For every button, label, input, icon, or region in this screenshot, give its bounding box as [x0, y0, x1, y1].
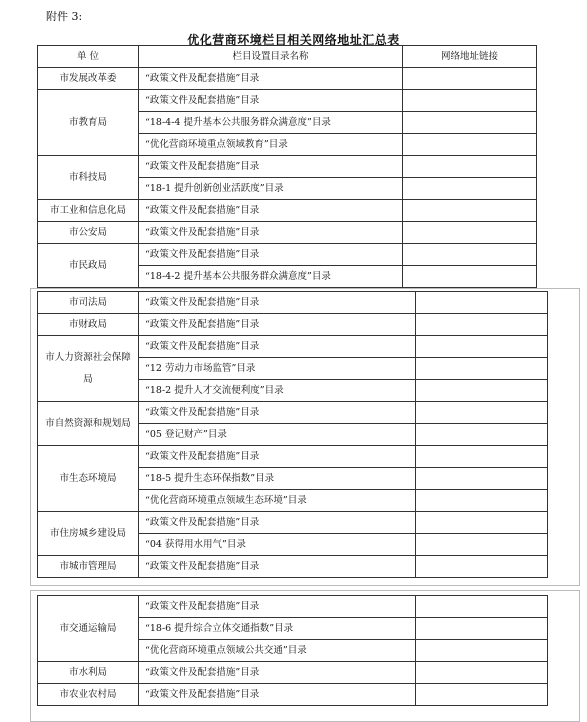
link-cell[interactable]: [416, 684, 548, 706]
unit-cell: 市民政局: [38, 244, 139, 288]
directory-cell: “政策文件及配套措施”目录: [139, 200, 403, 222]
link-cell[interactable]: [416, 490, 548, 512]
directory-cell: “优化营商环境重点领域教育”目录: [139, 134, 403, 156]
unit-cell: 市自然资源和规划局: [38, 402, 139, 446]
address-table-part-2: [37, 291, 548, 578]
directory-cell: “18-6 提升综合立体交通指数”目录: [139, 618, 416, 640]
link-cell[interactable]: [403, 68, 537, 90]
directory-cell: “政策文件及配套措施”目录: [139, 222, 403, 244]
table-row: [38, 446, 548, 468]
link-cell[interactable]: [416, 618, 548, 640]
link-cell[interactable]: [403, 112, 537, 134]
unit-cell: 市发展改革委: [38, 68, 139, 90]
directory-cell: “18-4-2 提升基本公共服务群众满意度”目录: [139, 266, 403, 288]
link-cell[interactable]: [416, 336, 548, 358]
table-row: [38, 156, 537, 178]
link-cell[interactable]: [403, 244, 537, 266]
table-row: [38, 556, 548, 578]
table-row: [38, 68, 537, 90]
link-cell[interactable]: [403, 200, 537, 222]
link-cell[interactable]: [416, 380, 548, 402]
unit-cell: 市工业和信息化局: [38, 200, 139, 222]
unit-cell: 市住房城乡建设局: [38, 512, 139, 556]
link-cell[interactable]: [403, 156, 537, 178]
unit-cell: 市公安局: [38, 222, 139, 244]
link-cell[interactable]: [403, 90, 537, 112]
table-row: [38, 200, 537, 222]
link-cell[interactable]: [416, 292, 548, 314]
link-cell[interactable]: [416, 446, 548, 468]
unit-cell: 市水利局: [38, 662, 139, 684]
unit-cell: 市农业农村局: [38, 684, 139, 706]
directory-cell: “12 劳动力市场监管”目录: [139, 358, 416, 380]
directory-cell: “政策文件及配套措施”目录: [139, 556, 416, 578]
page-title: 优化营商环境栏目相关网络地址汇总表: [187, 33, 400, 47]
directory-cell: “18-2 提升人才交流便利度”目录: [139, 380, 416, 402]
directory-cell: “05 登记财产”目录: [139, 424, 416, 446]
link-cell[interactable]: [416, 662, 548, 684]
table-row: [38, 244, 537, 266]
link-cell[interactable]: [416, 596, 548, 618]
link-cell[interactable]: [403, 266, 537, 288]
unit-cell: 市生态环境局: [38, 446, 139, 512]
directory-cell: “18-4-4 提升基本公共服务群众满意度”目录: [139, 112, 403, 134]
directory-cell: “政策文件及配套措施”目录: [139, 314, 416, 336]
directory-cell: “政策文件及配套措施”目录: [139, 596, 416, 618]
header-directory: 栏目设置目录名称: [139, 46, 403, 68]
table-row: [38, 336, 548, 358]
unit-cell: 市财政局: [38, 314, 139, 336]
directory-cell: “政策文件及配套措施”目录: [139, 512, 416, 534]
header-link: 网络地址链接: [403, 46, 537, 68]
table-row: [38, 662, 548, 684]
directory-cell: “政策文件及配套措施”目录: [139, 662, 416, 684]
directory-cell: “政策文件及配套措施”目录: [139, 244, 403, 266]
directory-cell: “政策文件及配套措施”目录: [139, 292, 416, 314]
link-cell[interactable]: [416, 512, 548, 534]
link-cell[interactable]: [416, 424, 548, 446]
link-cell[interactable]: [403, 178, 537, 200]
directory-cell: “优化营商环境重点领域公共交通”目录: [139, 640, 416, 662]
directory-cell: “政策文件及配套措施”目录: [139, 402, 416, 424]
table-row: [38, 314, 548, 336]
table-row: [38, 512, 548, 534]
link-cell[interactable]: [416, 314, 548, 336]
unit-cell: 市教育局: [38, 90, 139, 156]
link-cell[interactable]: [416, 468, 548, 490]
link-cell[interactable]: [416, 640, 548, 662]
unit-cell: 市科技局: [38, 156, 139, 200]
link-cell[interactable]: [416, 358, 548, 380]
link-cell[interactable]: [403, 134, 537, 156]
link-cell[interactable]: [416, 556, 548, 578]
address-table-part-3: [37, 595, 548, 706]
unit-cell: 市城市管理局: [38, 556, 139, 578]
table-row: [38, 90, 537, 112]
table-row: [38, 402, 548, 424]
link-cell[interactable]: [416, 402, 548, 424]
table-row: [38, 222, 537, 244]
directory-cell: “18-5 提升生态环保指数”目录: [139, 468, 416, 490]
table-row: [38, 292, 548, 314]
directory-cell: “优化营商环境重点领域生态环境”目录: [139, 490, 416, 512]
table-row: [38, 684, 548, 706]
directory-cell: “政策文件及配套措施”目录: [139, 446, 416, 468]
unit-cell: 市人力资源社会保障局: [38, 336, 139, 402]
address-table-part-1: [37, 45, 537, 288]
unit-cell: 市交通运输局: [38, 596, 139, 662]
directory-cell: “政策文件及配套措施”目录: [139, 68, 403, 90]
directory-cell: “政策文件及配套措施”目录: [139, 684, 416, 706]
link-cell[interactable]: [416, 534, 548, 556]
directory-cell: “政策文件及配套措施”目录: [139, 336, 416, 358]
table-row: [38, 596, 548, 618]
directory-cell: “政策文件及配套措施”目录: [139, 156, 403, 178]
directory-cell: “政策文件及配套措施”目录: [139, 90, 403, 112]
attachment-label: 附件 3:: [46, 10, 83, 23]
header-unit: 单 位: [38, 46, 139, 68]
link-cell[interactable]: [403, 222, 537, 244]
table-header-row: [38, 46, 537, 68]
directory-cell: “18-1 提升创新创业活跃度”目录: [139, 178, 403, 200]
directory-cell: “04 获得用水用气”目录: [139, 534, 416, 556]
unit-cell: 市司法局: [38, 292, 139, 314]
